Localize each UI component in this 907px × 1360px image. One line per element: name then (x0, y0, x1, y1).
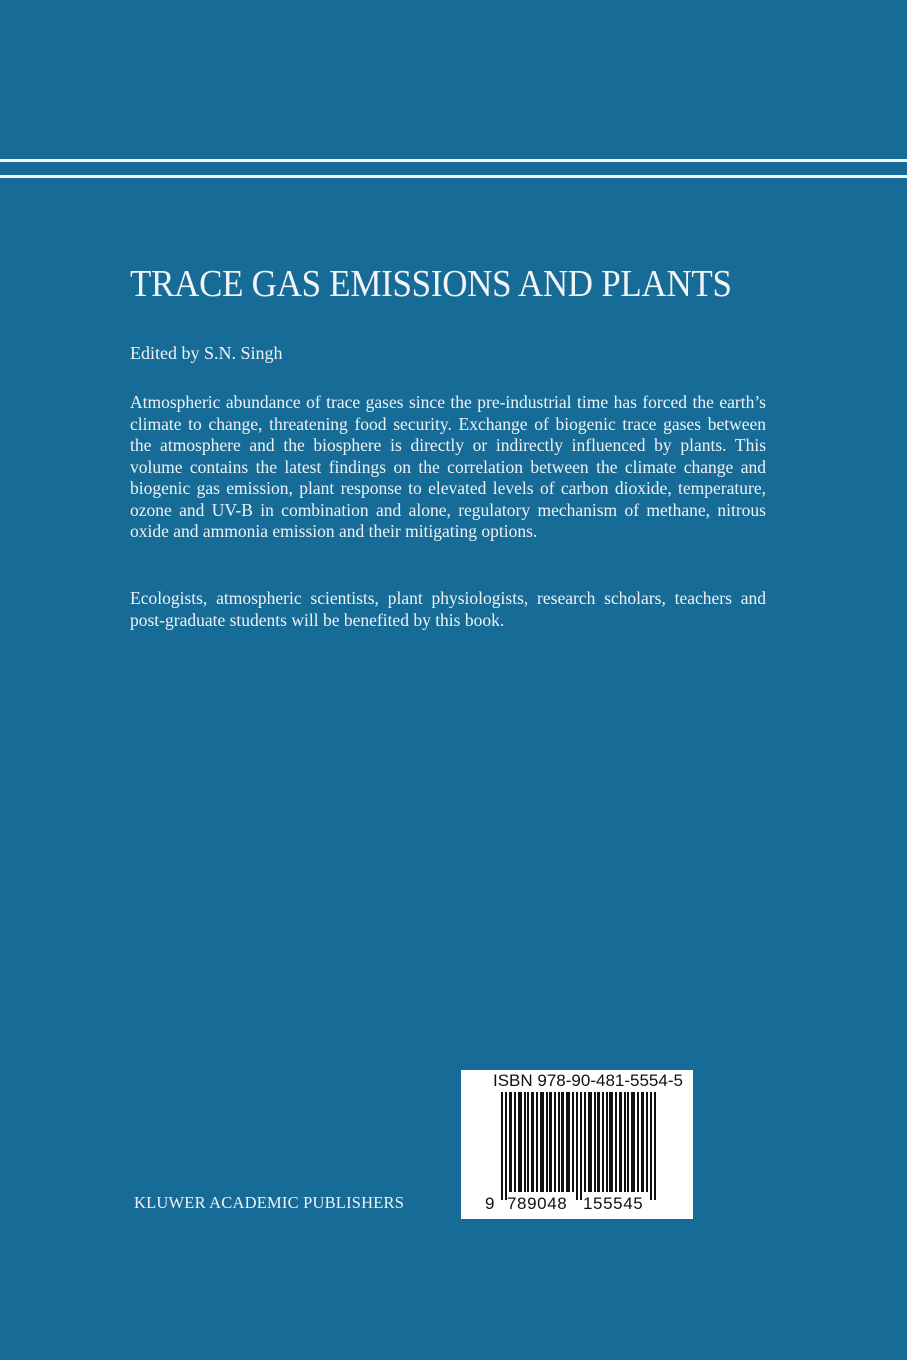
barcode-icon (461, 1070, 693, 1219)
top-rule-upper (0, 159, 907, 162)
editor-credit: Edited by S.N. Singh (130, 343, 283, 363)
book-title: TRACE GAS EMISSIONS AND PLANTS (130, 263, 732, 305)
isbn-label: ISBN 978-90-481-5554-5 (493, 1071, 683, 1090)
barcode-digit-lead: 9 (485, 1194, 496, 1213)
barcode-digits-left: 789048 (507, 1194, 568, 1213)
audience-paragraph: Ecologists, atmospheric scientists, plant physiologists, research scholars, teachers and post-graduate students will be benefited by this book. (130, 588, 766, 630)
description-paragraph: Atmospheric abundance of trace gases since the pre-industrial time has forced the earth’s climate to change, threatening food security. Exchange of biogenic trace gases between the atmosphere and the biosphere is directly or indirectly influenced by plants. This volume contains the latest findings on the correlation between the climate change and biogenic gas emission, plant response to elevated levels of carbon dioxide, temperature, ozone and UV-B in combination and alone, regulatory mechanism of methane, nitrous oxide and ammonia emission and their mitigating options. (130, 392, 766, 541)
publisher-name: KLUWER ACADEMIC PUBLISHERS (134, 1193, 405, 1212)
barcode-digits-right: 155545 (583, 1194, 644, 1213)
top-rule-lower (0, 175, 907, 178)
isbn-barcode (461, 1070, 693, 1219)
